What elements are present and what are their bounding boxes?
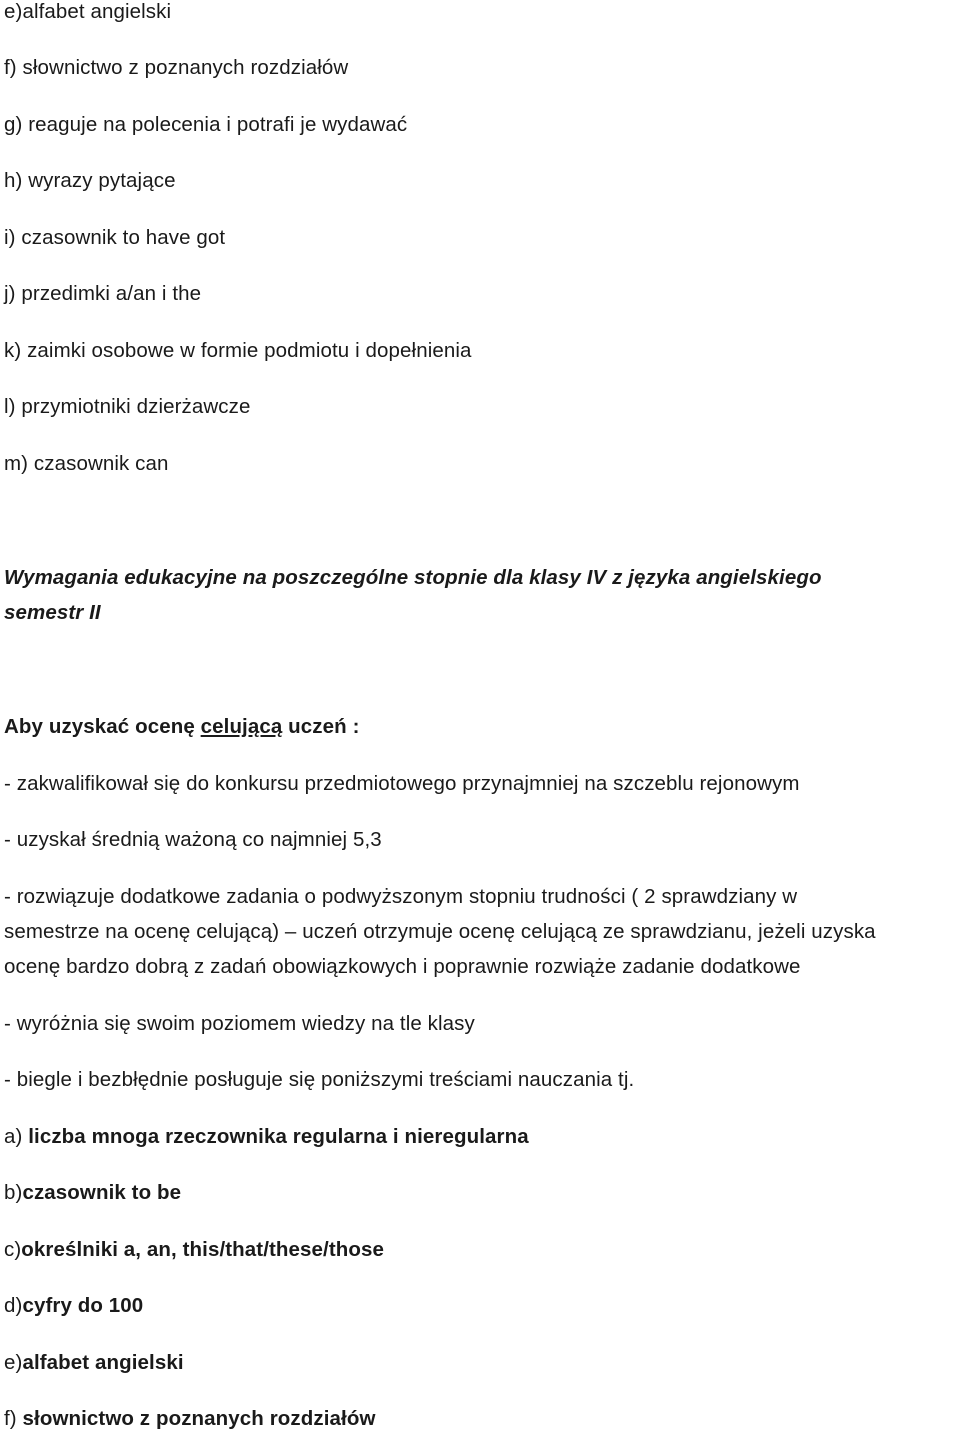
requirement-item: - zakwalifikował się do konkursu przedmiotowego przynajmniej na szczeblu rejonowym xyxy=(4,772,800,795)
section-heading-line2: semestr II xyxy=(4,601,101,624)
list-item: m) czasownik can xyxy=(4,452,169,475)
requirement-item-line1: - rozwiązuje dodatkowe zadania o podwyższonym stopniu trudności ( 2 sprawdziany w xyxy=(4,885,798,908)
list-item: c)określniki a, an, this/that/these/those xyxy=(4,1238,385,1261)
requirement-item-line3: ocenę bardzo dobrą z zadań obowiązkowych i poprawnie rozwiąże zadanie dodatkowe xyxy=(4,955,801,978)
list-item: i) czasownik to have got xyxy=(4,226,226,249)
grade-heading: Aby uzyskać ocenę celującą uczeń : xyxy=(4,715,360,738)
list-item: e)alfabet angielski xyxy=(4,1351,184,1374)
list-item: h) wyrazy pytające xyxy=(4,169,176,192)
list-item: f) słownictwo z poznanych rozdziałów xyxy=(4,56,349,79)
list-item: k) zaimki osobowe w formie podmiotu i dopełnienia xyxy=(4,339,472,362)
requirement-item: - wyróżnia się swoim poziomem wiedzy na tle klasy xyxy=(4,1012,475,1035)
requirement-item: - uzyskał średnią ważoną co najmniej 5,3 xyxy=(4,828,382,851)
grade-name: celującą xyxy=(200,715,283,738)
section-heading-line1: Wymagania edukacyjne na poszczególne stopnie dla klasy IV z języka angielskiego xyxy=(4,566,822,589)
list-item: b)czasownik to be xyxy=(4,1181,182,1204)
requirement-item-line2: semestrze na ocenę celującą) – uczeń otrzymuje ocenę celującą ze sprawdzianu, jeżeli uzyska xyxy=(4,920,876,943)
list-item: j) przedimki a/an i the xyxy=(4,282,202,305)
list-item: e)alfabet angielski xyxy=(4,0,172,23)
list-item: l) przymiotniki dzierżawcze xyxy=(4,395,251,418)
list-item: f) słownictwo z poznanych rozdziałów xyxy=(4,1407,376,1430)
list-item: a) liczba mnoga rzeczownika regularna i nieregularna xyxy=(4,1125,529,1148)
list-item: g) reaguje na polecenia i potrafi je wydawać xyxy=(4,113,408,136)
list-item: d)cyfry do 100 xyxy=(4,1294,144,1317)
requirement-item: - biegle i bezbłędnie posługuje się poniższymi treściami nauczania tj. xyxy=(4,1068,635,1091)
